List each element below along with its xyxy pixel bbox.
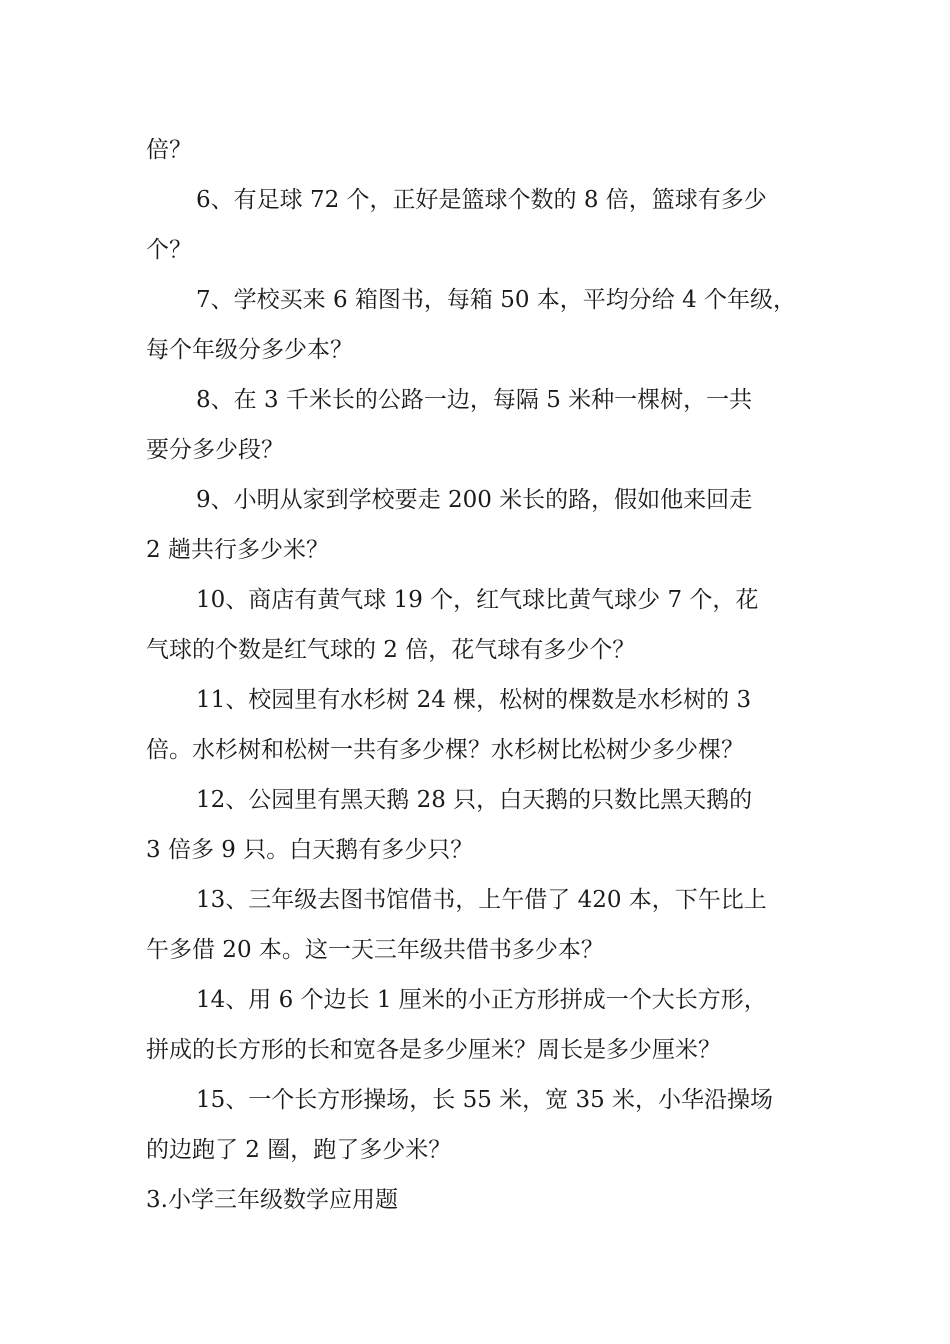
problem-8-line-1: 8、在 3 千米长的公路一边，每隔 5 米种一棵树，一共 xyxy=(196,387,753,413)
problem-6-line-2: 个？ xyxy=(146,237,192,263)
problem-8-line-2: 要分多少段？ xyxy=(146,437,284,463)
problem-7-line-2: 每个年级分多少本？ xyxy=(146,337,353,363)
text-line: 倍？ xyxy=(146,137,192,163)
problem-13-line-2: 午多借 20 本。这一天三年级共借书多少本？ xyxy=(146,937,604,963)
problem-10-line-1: 10、商店有黄气球 19 个，红气球比黄气球少 7 个，花 xyxy=(196,587,759,613)
problem-14-line-1: 14、用 6 个边长 1 厘米的小正方形拼成一个大长方形， xyxy=(196,987,767,1013)
problem-14-line-2: 拼成的长方形的长和宽各是多少厘米？周长是多少厘米？ xyxy=(146,1037,721,1063)
section-heading: 3.小学三年级数学应用题 xyxy=(146,1187,398,1213)
problem-10-line-2: 气球的个数是红气球的 2 倍，花气球有多少个？ xyxy=(146,637,636,663)
problem-15-line-1: 15、一个长方形操场，长 55 米，宽 35 米，小华沿操场 xyxy=(196,1087,774,1113)
problem-12-line-2: 3 倍多 9 只。白天鹅有多少只？ xyxy=(146,837,474,863)
problem-13-line-1: 13、三年级去图书馆借书，上午借了 420 本，下午比上 xyxy=(196,887,767,913)
problem-11-line-1: 11、校园里有水杉树 24 棵，松树的棵数是水杉树的 3 xyxy=(196,687,752,713)
problem-9-line-1: 9、小明从家到学校要走 200 米长的路，假如他来回走 xyxy=(196,487,753,513)
problem-6-line-1: 6、有足球 72 个，正好是篮球个数的 8 倍，篮球有多少 xyxy=(196,187,767,213)
problem-7-line-1: 7、学校买来 6 箱图书，每箱 50 本，平均分给 4 个年级， xyxy=(196,287,797,313)
problem-15-line-2: 的边跑了 2 圈，跑了多少米？ xyxy=(146,1137,452,1163)
problem-9-line-2: 2 趟共行多少米？ xyxy=(146,537,329,563)
document-body xyxy=(146,125,818,1225)
problem-11-line-2: 倍。水杉树和松树一共有多少棵？水杉树比松树少多少棵？ xyxy=(146,737,744,763)
problem-12-line-1: 12、公园里有黑天鹅 28 只，白天鹅的只数比黑天鹅的 xyxy=(196,787,753,813)
